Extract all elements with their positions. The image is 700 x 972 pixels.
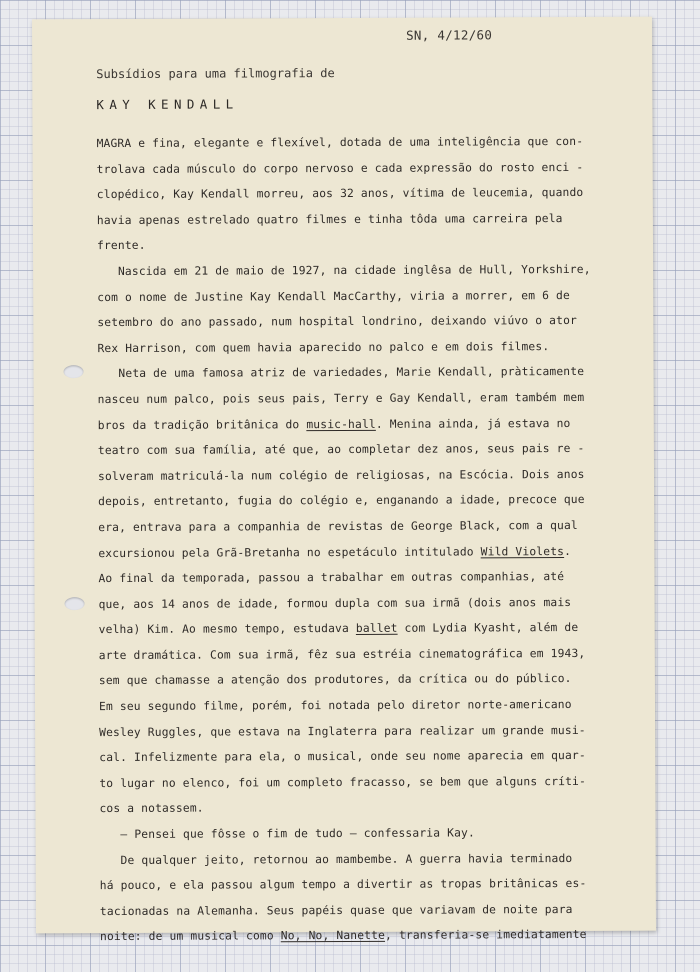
text-line: trolava cada músculo do corpo nervoso e cada expressão do rosto enci - [96, 160, 584, 176]
text-line: sem que chamasse a atenção dos produtores, da crítica ou do público. [98, 672, 572, 688]
document-title: KAY KENDALL [96, 96, 239, 113]
text-line: clopédico, Kay Kendall morreu, aos 32 anos, vítima de leucemia, quando [96, 186, 584, 202]
text-line: setembro do ano passado, num hospital londrino, deixando viúvo o ator [97, 314, 577, 330]
text-line: to lugar no elenco, foi um completo fracasso, se bem que alguns críti- [99, 774, 586, 790]
text-line: excursionou pela Grã-Bretanha no espetáculo intitulado Wild Violets. [98, 544, 572, 560]
text-line: nasceu num palco, pois seus pais, Terry e Gay Kendall, eram também mem [97, 390, 585, 407]
text-line: tacionadas na Alemanha. Seus papéis quase que variavam de noite para [99, 902, 573, 918]
punch-hole [65, 597, 85, 610]
text-line: solveram matriculá-la num colégio de religiosas, na Escócia. Dois anos [97, 467, 585, 483]
document-reference: SN, 4/12/60 [406, 27, 493, 43]
text-line: frente. [96, 239, 146, 253]
text-line: noite: de um musical como No, No, Nanette, transferia-se imediatamente [99, 928, 587, 944]
text-line: Ao final da temporada, passou a trabalhar em outras companhias, até [98, 570, 565, 586]
text-line: Nascida em 21 de maio de 1927, na cidade inglêsa de Hull, Yorkshire, [97, 262, 591, 279]
text-line: teatro com sua família, até que, ao completar dez anos, seus pais re - [97, 442, 585, 458]
text-line: bros da tradição britânica do music-hall. Menina ainda, já estava no [97, 416, 571, 432]
text-line: Neta de uma famosa atriz de variedades, Marie Kendall, pràticamente [97, 365, 585, 381]
text-line: há pouco, e ela passou algum tempo a divertir as tropas britânicas es- [99, 877, 587, 893]
text-line: Rex Harrison, com quem havia aparecido no palco e em dois filmes. [97, 339, 550, 355]
text-line: que, aos 14 anos de idade, formou dupla com sua irmã (dois anos mais [98, 595, 572, 611]
text-line: depois, entretanto, fugia do colégio e, enganando a idade, precoce que [98, 493, 585, 509]
text-line: De qualquer jeito, retornou ao mambembe. A guerra havia terminado [99, 851, 573, 867]
document-subtitle: Subsídios para uma filmografia de [96, 66, 335, 82]
text-line: MAGRA e fina, elegante e flexível, dotada de uma inteligência que con- [96, 134, 584, 151]
text-line: velha) Kim. Ao mesmo tempo, estudava ballet com Lydia Kyasht, além de [98, 621, 579, 637]
text-line: era, entrava para a companhia de revistas de George Black, com a qual [98, 518, 578, 534]
article-body [96, 129, 652, 950]
text-line: Em seu segundo filme, porém, foi notada pelo diretor norte-americano [98, 698, 572, 714]
text-line: havia apenas estrelado quatro filmes e tinha tôda uma carreira pela [96, 211, 563, 227]
text-line: — Pensei que fôsse o fim de tudo — confessaria Kay. [99, 826, 475, 842]
punch-hole [64, 365, 84, 378]
text-line: Wesley Ruggles, que estava na Inglaterra para realizar um grande musi- [99, 723, 586, 739]
text-line: cal. Infelizmente para ela, o musical, onde seu nome aparecia em quar- [99, 749, 586, 765]
text-line: cos a notassem. [99, 802, 204, 816]
text-line: arte dramática. Com sua irmã, fêz sua estréia cinematográfica em 1943, [98, 646, 586, 662]
text-line: com o nome de Justine Kay Kendall MacCarthy, viria a morrer, em 6 de [97, 288, 570, 304]
typewritten-page [32, 17, 656, 944]
